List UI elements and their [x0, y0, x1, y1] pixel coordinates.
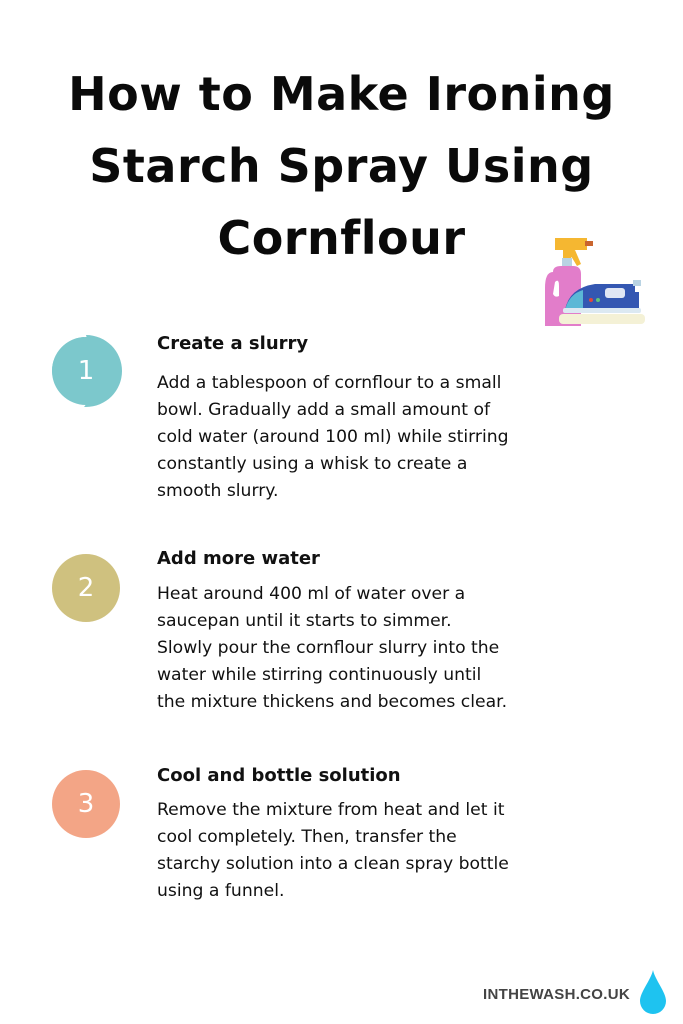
step-number-badge [48, 333, 124, 409]
step-body-line: Remove the mixture from heat and let it [157, 800, 505, 820]
step-number-badge [48, 550, 124, 626]
step-body-line: cold water (around 100 ml) while stirring [157, 427, 509, 447]
step-body-line: Slowly pour the cornflour slurry into the [157, 638, 500, 658]
step-body-line: smooth slurry. [157, 481, 279, 501]
step-body-line: starchy solution into a clean spray bottle [157, 854, 509, 874]
step-body-line: Add a tablespoon of cornflour to a small [157, 373, 502, 393]
step-title: Add more water [157, 548, 320, 569]
step-body [157, 370, 577, 505]
step-body-line: cool completely. Then, transfer the [157, 827, 457, 847]
step-number: 3 [77, 789, 95, 819]
step-body-line: the mixture thickens and becomes clear. [157, 692, 508, 712]
water-drop-icon [640, 970, 666, 1014]
brand-link[interactable]: INTHEWASH.CO.UK [483, 986, 630, 1003]
step-number: 1 [77, 356, 95, 386]
step-body [157, 581, 577, 716]
step-body-line: saucepan until it starts to simmer. [157, 611, 452, 631]
step-body-line: bowl. Gradually add a small amount of [157, 400, 491, 420]
step-title: Cool and bottle solution [157, 765, 401, 786]
spray-bottle-and-iron-icon [535, 228, 647, 332]
title-line-1: How to Make Ironing [68, 67, 615, 121]
step-body [157, 797, 577, 905]
step-number-badge [48, 766, 124, 842]
step-number: 2 [77, 573, 95, 603]
step-title: Create a slurry [157, 333, 309, 354]
title-line-2: Starch Spray Using [89, 139, 594, 193]
step-body-line: using a funnel. [157, 881, 285, 901]
step-body-line: water while stirring continuously until [157, 665, 482, 685]
step-body-line: constantly using a whisk to create a [157, 454, 468, 474]
title-line-3: Cornflour [217, 211, 466, 265]
step-body-line: Heat around 400 ml of water over a [157, 584, 466, 604]
